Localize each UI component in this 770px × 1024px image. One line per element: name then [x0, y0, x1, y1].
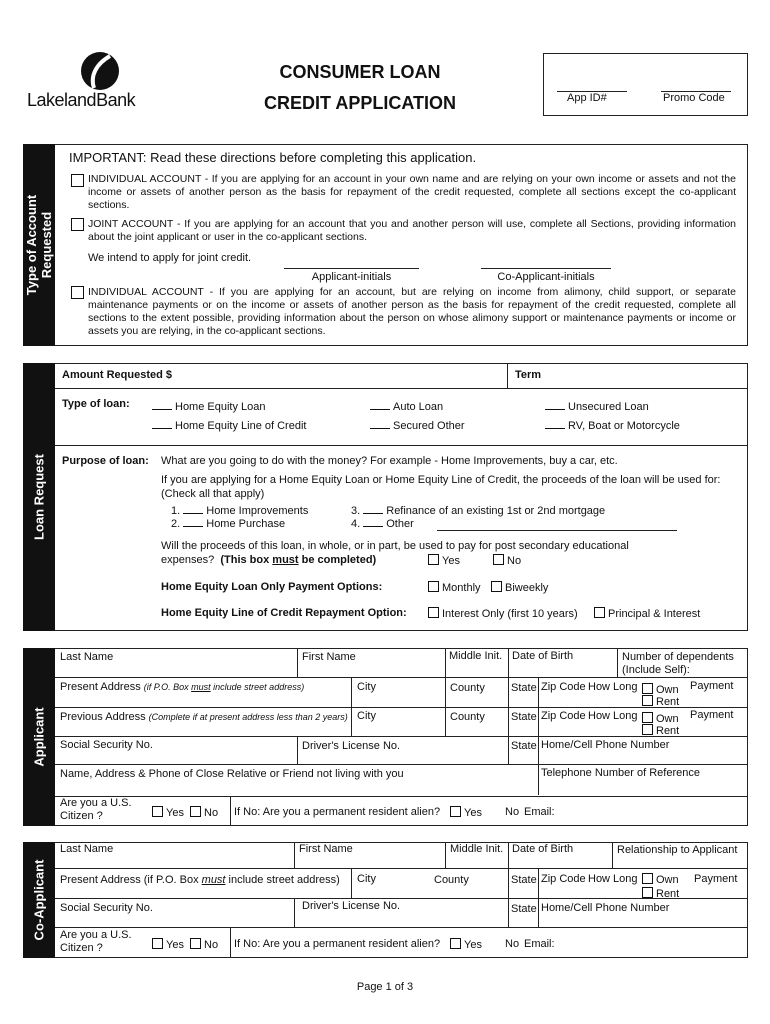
coapplicant-county-label: County	[434, 874, 469, 886]
applicant-how-long-label: How Long	[588, 681, 638, 693]
applicant-citizen-yes[interactable]: Yes	[152, 806, 184, 820]
applicant-prev-county-label: County	[450, 711, 485, 723]
divider	[55, 868, 748, 869]
coapplicant-side-label: Co-Applicant	[23, 842, 55, 958]
applicant-previous-address-label: Previous Address (Complete if at present address less than 2 years)	[60, 711, 348, 723]
education-question: Will the proceeds of this loan, in whole, or in part, be used to pay for post secondary educational	[161, 540, 629, 552]
applicant-side-label: Applicant	[23, 648, 55, 826]
coapplicant-city-label: City	[357, 873, 376, 885]
applicant-citizen-label: Are you a U.S. Citizen ?	[60, 797, 132, 822]
coapplicant-email-label: Email:	[524, 938, 555, 950]
divider	[351, 868, 352, 898]
monthly-checkbox[interactable]: Monthly	[428, 581, 481, 595]
divider	[55, 927, 748, 928]
divider	[538, 868, 539, 927]
app-id-label: App ID#	[567, 92, 607, 104]
app-id-box	[543, 53, 748, 116]
education-no-checkbox[interactable]: No	[493, 554, 521, 568]
joint-account-checkbox[interactable]	[71, 218, 84, 231]
loan-type-home-equity[interactable]: Home Equity Loan	[152, 400, 266, 414]
coapplicant-ssn-label: Social Security No.	[60, 902, 153, 914]
applicant-payment-label: Payment	[690, 680, 734, 692]
applicant-dependents-label: Number of dependents (Include Self):	[622, 651, 734, 676]
applicant-rent-checkbox[interactable]: Rent	[642, 695, 679, 709]
applicant-prev-own-checkbox[interactable]: Own	[642, 712, 679, 726]
education-yes-checkbox[interactable]: Yes	[428, 554, 460, 568]
coapplicant-state-label: State	[511, 874, 537, 886]
account-type-side-label: Type of Account Requested	[23, 144, 55, 346]
divider	[230, 796, 231, 826]
loan-request-side-label: Loan Request	[23, 363, 55, 631]
coapplicant-citizen-no[interactable]: No	[190, 938, 218, 952]
applicant-own-checkbox[interactable]: Own	[642, 683, 679, 697]
divider	[55, 677, 748, 678]
divider	[55, 445, 748, 446]
coapplicant-first-name-label: First Name	[299, 843, 353, 855]
coapplicant-dl-state-label: State	[511, 903, 537, 915]
applicant-initials-line[interactable]	[284, 268, 419, 269]
applicant-prev-city-label: City	[357, 710, 376, 722]
divider	[445, 648, 446, 736]
purpose-question: What are you going to do with the money? For example - Home Improvements, buy a car, etc.	[161, 455, 618, 467]
applicant-zip-label: Zip Code	[541, 681, 586, 693]
coapplicant-citizen-label: Are you a U.S. Citizen ?	[60, 929, 132, 954]
divider	[538, 677, 539, 795]
hel-payment-label: Home Equity Loan Only Payment Options:	[161, 581, 383, 593]
individual-account-checkbox[interactable]	[71, 174, 84, 187]
applicant-county-label: County	[450, 682, 485, 694]
purpose-option-2[interactable]: 2. Home Purchase	[171, 518, 286, 530]
promo-code-label: Promo Code	[663, 92, 725, 104]
loan-type-heloc[interactable]: Home Equity Line of Credit	[152, 419, 306, 433]
applicant-resident-question: If No: Are you a permanent resident alien?	[234, 806, 441, 818]
joint-account-text: JOINT ACCOUNT - If you are applying for an account that you and another person will use, complete all Sections, providing information about the joint applicant or user in the co-applicant sections.	[88, 218, 736, 243]
divider	[445, 842, 446, 868]
loan-type-label: Type of loan:	[62, 398, 130, 410]
principal-interest-checkbox[interactable]: Principal & Interest	[594, 607, 700, 621]
heloc-proceeds-text: If you are applying for a Home Equity Loan or Home Equity Line of Credit, the proceeds of the loan will be used for:	[161, 474, 721, 486]
individual-account-2-text: INDIVIDUAL ACCOUNT - If you are applying for an account, but are relying on income from alimony, child support, or separate maintenance payments or on the income or assets of another person as the basis for repayment of the credit requested, complete all sections to the extent possible, providing information about the person on whose alimony support or maintenance payments or income or assets you are relying, in the co-applicant sections.	[88, 286, 736, 337]
divider	[230, 927, 231, 958]
divider	[297, 648, 298, 677]
purpose-option-1[interactable]: 1. Home Improvements	[171, 505, 309, 517]
applicant-dl-label: Driver's License No.	[302, 740, 401, 752]
applicant-middle-init-label: Middle Init.	[449, 650, 503, 662]
purpose-label: Purpose of loan:	[62, 455, 149, 467]
coapplicant-dob-label: Date of Birth	[512, 843, 574, 855]
individual-account-2-checkbox[interactable]	[71, 286, 84, 299]
amount-requested-label: Amount Requested $	[62, 369, 173, 381]
applicant-email-label: Email:	[524, 806, 555, 818]
coapplicant-middle-init-label: Middle Init.	[450, 843, 504, 855]
loan-type-auto[interactable]: Auto Loan	[370, 400, 443, 414]
divider	[294, 898, 295, 927]
coapplicant-own-checkbox[interactable]: Own	[642, 873, 679, 887]
important-heading: IMPORTANT: Read these directions before completing this application.	[69, 150, 477, 165]
applicant-resident-yes[interactable]: Yes	[450, 806, 482, 820]
divider	[351, 677, 352, 736]
coapplicant-last-name-label: Last Name	[60, 843, 114, 855]
divider	[297, 736, 298, 764]
coapplicant-resident-yes[interactable]: Yes	[450, 938, 482, 952]
applicant-state-label: State	[511, 682, 537, 694]
page-number: Page 1 of 3	[356, 981, 414, 993]
applicant-citizen-no[interactable]: No	[190, 806, 218, 820]
heloc-repayment-label: Home Equity Line of Credit Repayment Option:	[161, 607, 407, 619]
applicant-prev-rent-checkbox[interactable]: Rent	[642, 724, 679, 738]
applicant-dl-state-label: State	[511, 740, 537, 752]
divider	[507, 363, 508, 388]
coapplicant-relationship-label: Relationship to Applicant	[617, 844, 738, 856]
applicant-first-name-label: First Name	[302, 651, 356, 663]
joint-intent-text: We intend to apply for joint credit.	[88, 252, 252, 264]
term-label: Term	[515, 369, 542, 381]
divider	[617, 648, 618, 677]
applicant-prev-zip-label: Zip Code	[541, 710, 586, 722]
applicant-ssn-label: Social Security No.	[60, 739, 153, 751]
education-question-line2: expenses? (This box must be completed)	[161, 554, 377, 566]
other-purpose-line[interactable]	[437, 530, 677, 531]
coapplicant-zip-label: Zip Code	[541, 873, 586, 885]
purpose-option-4[interactable]: 4. Other	[351, 518, 414, 530]
applicant-dob-label: Date of Birth	[512, 650, 574, 662]
biweekly-checkbox[interactable]: Biweekly	[491, 581, 548, 595]
applicant-prev-payment-label: Payment	[690, 709, 734, 721]
coapplicant-payment-label: Payment	[694, 873, 738, 885]
applicant-city-label: City	[357, 681, 376, 693]
applicant-relative-label: Name, Address & Phone of Close Relative or Friend not living with you	[60, 768, 404, 780]
coapplicant-present-address-label: Present Address (if P.O. Box must include street address)	[60, 874, 340, 886]
divider	[508, 648, 509, 764]
loan-type-rv-boat[interactable]: RV, Boat or Motorcycle	[545, 419, 680, 433]
divider	[55, 796, 748, 797]
applicant-ref-phone-label: Telephone Number of Reference	[541, 767, 700, 779]
applicant-prev-state-label: State	[511, 711, 537, 723]
loan-type-unsecured[interactable]: Unsecured Loan	[545, 400, 649, 414]
divider	[294, 842, 295, 868]
applicant-phone-label: Home/Cell Phone Number	[541, 739, 670, 751]
bank-name: LakelandBank	[27, 90, 136, 110]
coapplicant-initials-line[interactable]	[481, 268, 611, 269]
applicant-last-name-label: Last Name	[60, 651, 114, 663]
check-all-text: (Check all that apply)	[161, 488, 265, 500]
coapplicant-how-long-label: How Long	[588, 873, 638, 885]
applicant-initials-label: Applicant-initials	[311, 271, 392, 283]
form-title-line1: CONSUMER LOAN	[279, 62, 441, 82]
applicant-present-address-label: Present Address (if P.O. Box must include street address)	[60, 681, 305, 693]
coapplicant-phone-label: Home/Cell Phone Number	[541, 902, 670, 914]
divider	[612, 842, 613, 868]
coapplicant-citizen-yes[interactable]: Yes	[152, 938, 184, 952]
divider	[508, 842, 509, 927]
interest-only-checkbox[interactable]: Interest Only (first 10 years)	[428, 607, 578, 621]
bank-logo-icon	[80, 50, 120, 92]
loan-type-secured-other[interactable]: Secured Other	[370, 419, 465, 433]
divider	[55, 388, 748, 389]
applicant-resident-no[interactable]: No	[505, 806, 520, 818]
coapplicant-dl-label: Driver's License No.	[302, 900, 401, 912]
coapplicant-resident-no[interactable]: No	[505, 938, 520, 950]
applicant-prev-how-long-label: How Long	[588, 710, 638, 722]
coapplicant-initials-label: Co-Applicant-initials	[497, 271, 595, 283]
form-title-line2: CREDIT APPLICATION	[264, 93, 456, 113]
divider	[55, 764, 748, 765]
coapplicant-rent-checkbox[interactable]: Rent	[642, 887, 679, 901]
coapplicant-resident-question: If No: Are you a permanent resident alien?	[234, 938, 441, 950]
individual-account-text: INDIVIDUAL ACCOUNT - If you are applying for an account in your own name and are relying on your own income or assets and not the income or assets of another person as the basis for repayment of the credit requested, complete all sections except the co-applicant sections.	[88, 173, 736, 211]
purpose-option-3[interactable]: 3. Refinance of an existing 1st or 2nd mortgage	[351, 505, 606, 517]
